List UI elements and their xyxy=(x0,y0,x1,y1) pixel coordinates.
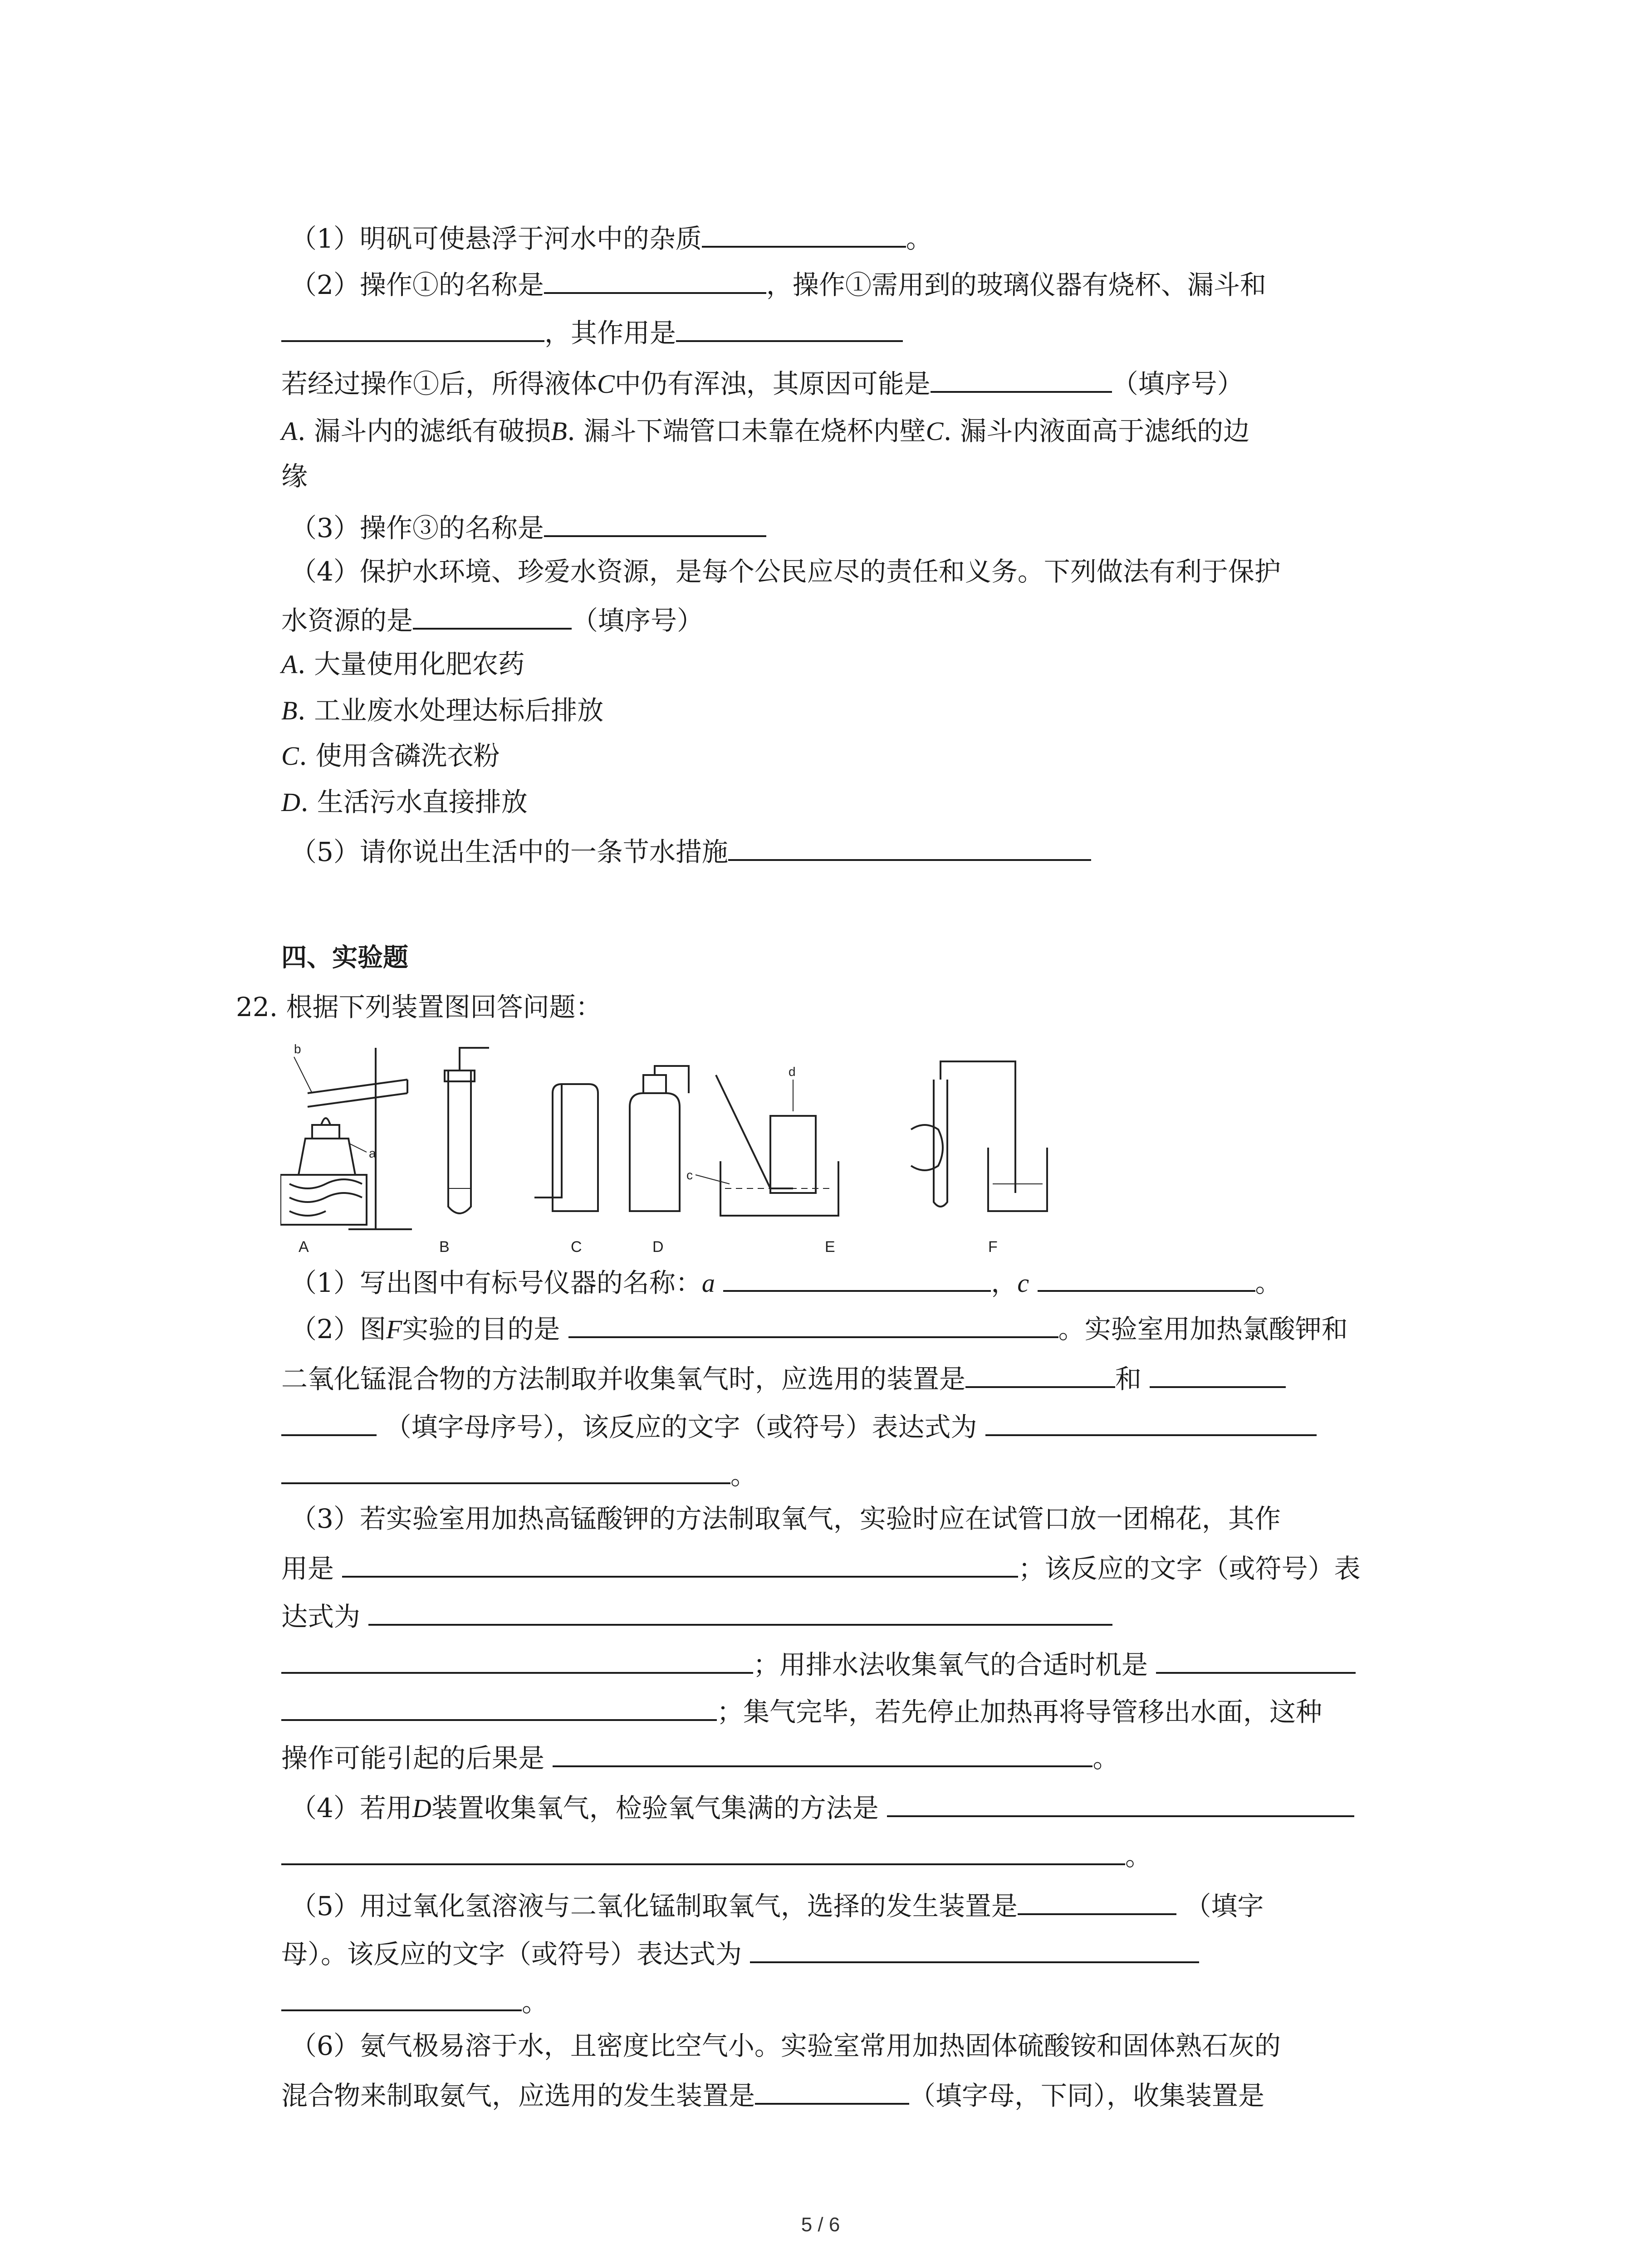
bottle-e xyxy=(770,1116,816,1193)
q21-part2-text-a: （2）操作①的名称是 xyxy=(290,269,544,300)
answer-blank[interactable] xyxy=(1038,1262,1255,1292)
q21-part4-suffix: （填序号） xyxy=(572,605,704,636)
q22-part3-line3 xyxy=(281,1596,1112,1635)
q21-part2b-text-b: 中仍有浑浊，其原因可能是 xyxy=(614,368,931,399)
apparatus-d xyxy=(630,1066,689,1211)
var-a: a xyxy=(701,1268,715,1298)
option-text-b: . 漏斗下端管口未靠在烧杯内壁 xyxy=(567,415,926,446)
q21-part1-suffix: 。 xyxy=(906,223,932,254)
q21-option-c xyxy=(281,738,500,774)
answer-blank[interactable] xyxy=(750,1933,1199,1963)
apparatus-f xyxy=(911,1061,1047,1211)
q21-part4-text-b: 水资源的是 xyxy=(281,605,413,636)
q21-options-wrap xyxy=(281,458,308,494)
answer-blank[interactable] xyxy=(965,1358,1115,1388)
option-letter-a: A xyxy=(281,416,298,446)
q22-part1-text: （1）写出图中有标号仪器的名称： xyxy=(290,1267,702,1298)
q22-part3-text-b: 用是 xyxy=(281,1553,334,1584)
tube-d xyxy=(655,1066,689,1093)
answer-blank[interactable] xyxy=(281,1406,377,1436)
apparatus-a xyxy=(280,1048,412,1229)
flame xyxy=(321,1118,330,1125)
alcohol-lamp xyxy=(312,1125,339,1139)
q22-part5-text-a: （5）用过氧化氢溶液与二氧化锰制取氧气，选择的发生装置是 xyxy=(290,1891,1018,1921)
bottle-c xyxy=(553,1084,598,1211)
q22-part6-text-c: （填字母，下同），收集装置是 xyxy=(909,2080,1265,2111)
q21-part2-line3 xyxy=(281,363,1244,402)
q22-part3-line6 xyxy=(281,1737,1119,1776)
q21-part2b-text-a: 若经过操作①后，所得液体 xyxy=(281,368,598,399)
q22-part3-text-c: ；该反应的文字（或符号）表 xyxy=(1018,1553,1361,1584)
answer-blank[interactable] xyxy=(281,1691,717,1721)
q21-part2b-suffix: （填序号） xyxy=(1112,368,1244,399)
option-text-a: . 漏斗内的滤纸有破损 xyxy=(297,415,551,446)
q21-part2-text-b: ，操作①需用到的玻璃仪器有烧杯、漏斗和 xyxy=(766,269,1266,300)
q22-part5-text-c: 母）。该反应的文字（或符号）表达式为 xyxy=(281,1939,742,1970)
option-text: . 生活污水直接排放 xyxy=(300,787,528,817)
test-tube xyxy=(308,1080,407,1093)
var-c: c xyxy=(1017,1268,1029,1298)
q22-part5 xyxy=(290,1885,1264,1924)
q22-part2-suffix: 。 xyxy=(730,1460,757,1491)
q22-part3-line5 xyxy=(281,1691,1322,1730)
q22-part2-text-e: 和 xyxy=(1115,1364,1142,1394)
q22-part2-text-b: 实验的目的是 xyxy=(402,1314,560,1344)
var-f: F xyxy=(386,1315,402,1344)
q21-part1-text: （1）明矾可使悬浮于河水中的杂质 xyxy=(290,223,702,254)
q22-part2 xyxy=(290,1308,1348,1348)
answer-blank[interactable] xyxy=(281,312,544,342)
option-text-c-wrap: 缘 xyxy=(281,461,308,492)
q22-part3-text-a: （3）若实验室用加热高锰酸钾的方法制取氧气，实验时应在试管口放一团棉花，其作 xyxy=(290,1503,1281,1534)
label-d: D xyxy=(652,1238,664,1256)
answer-blank[interactable] xyxy=(1150,1358,1286,1388)
q22-part3 xyxy=(290,1501,1281,1537)
q21-part3 xyxy=(290,507,766,546)
q22-part5-suffix: 。 xyxy=(522,1987,549,2018)
q22-part6-text-b: 混合物来制取氨气，应选用的发生装置是 xyxy=(281,2080,755,2111)
q22-part3-text-e: ；用排水法收集氧气的合适时机是 xyxy=(753,1649,1148,1680)
q22-part3-text-g: 操作可能引起的后果是 xyxy=(281,1743,545,1774)
answer-blank[interactable] xyxy=(702,218,906,248)
tube-f-outlet xyxy=(941,1061,1015,1193)
answer-blank[interactable] xyxy=(368,1596,1112,1626)
q22-part5-line2 xyxy=(281,1933,1199,1972)
leader-c xyxy=(696,1175,730,1184)
q21-part5-text: （5）请你说出生活中的一条节水措施 xyxy=(290,836,728,867)
apparatus-c xyxy=(534,1084,598,1211)
answer-blank[interactable] xyxy=(342,1548,1018,1578)
q22-part2-text-c: 。实验室用加热氯酸钾和 xyxy=(1058,1314,1348,1344)
mark-a: a xyxy=(369,1146,376,1160)
answer-blank[interactable] xyxy=(281,1454,730,1484)
tube-b-outlet xyxy=(460,1048,489,1070)
q21-part2-text-c: ，其作用是 xyxy=(544,318,676,348)
option-letter: B xyxy=(281,696,298,725)
answer-blank[interactable] xyxy=(544,507,766,537)
section-heading: 四、实验题 xyxy=(281,943,408,973)
hand xyxy=(911,1125,943,1170)
q21-part4-line2 xyxy=(281,600,703,639)
option-text: . 工业废水处理达标后排放 xyxy=(297,695,604,726)
answer-blank[interactable] xyxy=(1018,1885,1176,1915)
q22-part6-line2 xyxy=(281,2075,1264,2114)
apparatus-e xyxy=(696,1075,838,1216)
label-b: B xyxy=(439,1238,450,1256)
q22-part2-text-d: 二氧化锰混合物的方法制取并收集氧气时，应选用的装置是 xyxy=(281,1364,966,1394)
label-f: F xyxy=(988,1238,998,1256)
answer-blank[interactable] xyxy=(568,1308,1058,1338)
answer-blank[interactable] xyxy=(413,600,572,630)
mark-c: c xyxy=(686,1168,693,1182)
option-letter-c: C xyxy=(926,416,944,446)
q21-part2 xyxy=(290,264,1266,303)
answer-blank[interactable] xyxy=(544,264,766,294)
label-e: E xyxy=(825,1238,835,1256)
apparatus-figure xyxy=(280,1039,1074,1256)
answer-blank[interactable] xyxy=(887,1787,1354,1817)
q22-part4 xyxy=(290,1787,1354,1827)
separator: ， xyxy=(991,1267,1018,1298)
answer-blank[interactable] xyxy=(1156,1644,1356,1674)
bottle-d xyxy=(630,1093,680,1211)
q21-part3-text: （3）操作③的名称是 xyxy=(290,513,544,543)
q22-part4-text-b: 装置收集氧气，检验氧气集满的方法是 xyxy=(431,1793,879,1823)
q22-part3-text-f: ；集气完毕，若先停止加热再将导管移出水面，这种 xyxy=(717,1696,1323,1727)
q22-part2-text-f: （填字母序号），该反应的文字（或符号）表达式为 xyxy=(385,1412,977,1442)
option-letter: C xyxy=(281,741,299,771)
page-number: 5 / 6 xyxy=(801,2214,840,2236)
q21-option-b xyxy=(281,692,603,729)
option-text: . 大量使用化肥农药 xyxy=(297,649,525,679)
q22-part1 xyxy=(290,1262,1282,1301)
answer-blank[interactable] xyxy=(728,831,1091,861)
q22-part4-suffix: 。 xyxy=(1125,1841,1152,1872)
q22-part3-suffix: 。 xyxy=(1092,1743,1119,1774)
q22-part2-line3 xyxy=(281,1406,1317,1445)
answer-blank[interactable] xyxy=(931,363,1112,393)
q22-part6 xyxy=(290,2028,1281,2064)
option-letter-b: B xyxy=(551,416,567,446)
answer-blank[interactable] xyxy=(755,2075,909,2105)
q21-part4-text-a: （4）保护水环境、珍爱水资源，是每个公民应尽的责任和义务。下列做法有利于保护 xyxy=(290,556,1281,587)
q22-part5-line3 xyxy=(281,1981,548,2020)
label-c: C xyxy=(571,1238,582,1256)
q21-option-d xyxy=(281,784,528,821)
mark-d: d xyxy=(789,1065,796,1079)
q21-part4 xyxy=(290,553,1281,590)
neck-d xyxy=(643,1075,666,1093)
beaker-f xyxy=(988,1148,1047,1211)
q22-part2-text-a: （2）图 xyxy=(290,1314,386,1344)
mark-b: b xyxy=(294,1042,301,1056)
var-c: C xyxy=(597,369,615,399)
answer-blank[interactable] xyxy=(676,312,903,342)
q22-part4-line2 xyxy=(281,1835,1151,1874)
q22-stem: 22. 根据下列装置图回答问题： xyxy=(236,992,602,1022)
option-letter: D xyxy=(281,787,300,817)
tube-f xyxy=(934,1080,947,1207)
answer-blank[interactable] xyxy=(723,1262,991,1292)
q22-part2-line4 xyxy=(281,1454,757,1493)
q21-part5 xyxy=(290,831,1091,870)
tube-b xyxy=(448,1070,471,1213)
q22-part3-line4 xyxy=(281,1644,1356,1683)
test-tube-lower xyxy=(308,1093,407,1107)
var-d: D xyxy=(412,1794,431,1823)
q22-part5-text-b: （填字 xyxy=(1185,1891,1264,1921)
q22-part2-line2 xyxy=(281,1358,1286,1397)
q21-part2-line2 xyxy=(281,312,903,351)
tube-c xyxy=(534,1084,562,1198)
tube-e xyxy=(716,1075,793,1188)
q21-options-line xyxy=(281,413,1249,450)
apparatus-b xyxy=(445,1048,489,1213)
q22-part1-suffix: 。 xyxy=(1255,1267,1282,1298)
q22-part4-text-a: （4）若用 xyxy=(290,1793,412,1823)
q22-part3-text-d: 达式为 xyxy=(281,1601,361,1632)
answer-blank[interactable] xyxy=(281,1981,522,2011)
answer-blank[interactable] xyxy=(985,1406,1317,1436)
q21-part1 xyxy=(290,218,932,257)
option-text: . 使用含磷洗衣粉 xyxy=(299,740,500,771)
q22-part3-line2 xyxy=(281,1548,1360,1587)
wood-grain xyxy=(289,1179,362,1216)
answer-blank[interactable] xyxy=(281,1644,753,1674)
answer-blank[interactable] xyxy=(553,1737,1092,1767)
leader-b xyxy=(294,1057,312,1093)
option-text-c: . 漏斗内液面高于滤纸的边 xyxy=(943,415,1250,446)
lamp-stand xyxy=(299,1139,355,1175)
q22-part6-text-a: （6）氨气极易溶于水，且密度比空气小。实验室常用加热固体硫酸铵和固体熟石灰的 xyxy=(290,2030,1281,2061)
label-a: A xyxy=(299,1238,309,1256)
option-letter: A xyxy=(281,650,298,679)
q21-option-a xyxy=(281,646,524,683)
answer-blank[interactable] xyxy=(281,1835,1125,1865)
